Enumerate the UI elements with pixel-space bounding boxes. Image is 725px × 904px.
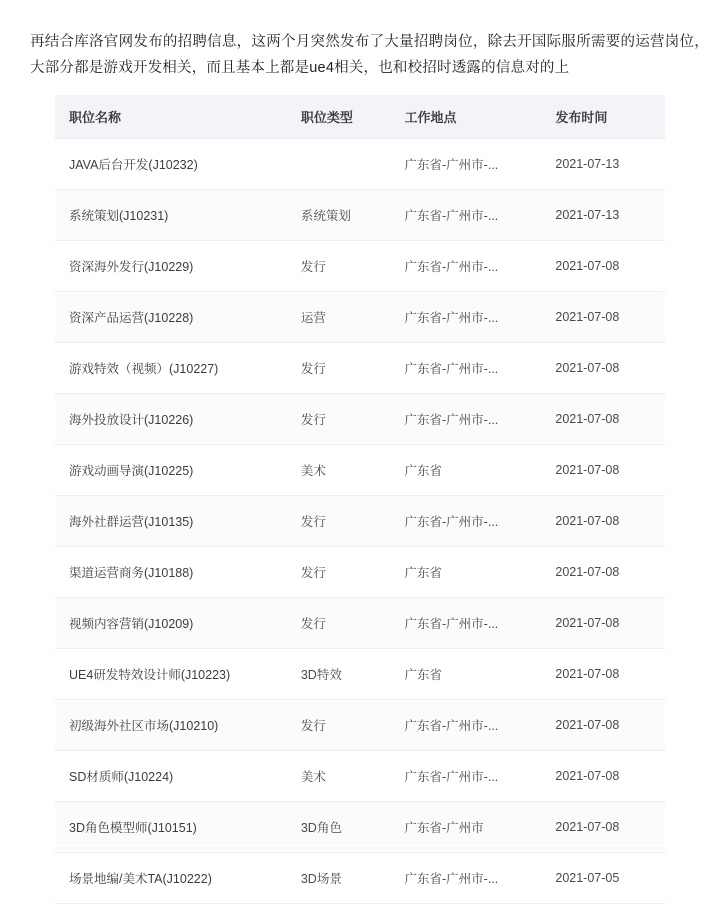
table-row[interactable] bbox=[55, 853, 665, 904]
cell-job-type: 美术 bbox=[291, 751, 395, 802]
cell-location: 广东省-广州市-... bbox=[395, 292, 546, 343]
table-body bbox=[55, 139, 665, 904]
cell-job-name: 游戏动画导演(J10225) bbox=[55, 445, 291, 496]
cell-job-type: 发行 bbox=[291, 241, 395, 292]
cell-job-name: 3D角色模型师(J10151) bbox=[55, 802, 291, 853]
cell-post-date: 2021-07-08 bbox=[545, 700, 665, 751]
page-bottom-edge bbox=[0, 844, 725, 846]
cell-job-type: 发行 bbox=[291, 700, 395, 751]
cell-post-date: 2021-07-08 bbox=[545, 343, 665, 394]
table-row[interactable] bbox=[55, 547, 665, 598]
job-listing-table-container bbox=[0, 95, 725, 904]
cell-job-name: 海外投放设计(J10226) bbox=[55, 394, 291, 445]
cell-location: 广东省-广州市-... bbox=[395, 751, 546, 802]
cell-location: 广东省-广州市 bbox=[395, 802, 546, 853]
cell-job-type: 发行 bbox=[291, 496, 395, 547]
table-row[interactable] bbox=[55, 394, 665, 445]
cell-location: 广东省-广州市-... bbox=[395, 700, 546, 751]
table-row[interactable] bbox=[55, 139, 665, 190]
cell-post-date: 2021-07-08 bbox=[545, 445, 665, 496]
cell-post-date: 2021-07-13 bbox=[545, 139, 665, 190]
cell-job-type: 运营 bbox=[291, 292, 395, 343]
column-header-post-date: 发布时间 bbox=[545, 95, 665, 139]
cell-job-name: 资深产品运营(J10228) bbox=[55, 292, 291, 343]
table-row[interactable] bbox=[55, 445, 665, 496]
cell-job-type: 系统策划 bbox=[291, 190, 395, 241]
cell-post-date: 2021-07-08 bbox=[545, 394, 665, 445]
cell-post-date: 2021-07-08 bbox=[545, 292, 665, 343]
cell-post-date: 2021-07-08 bbox=[545, 241, 665, 292]
cell-job-type: 3D角色 bbox=[291, 802, 395, 853]
table-row[interactable] bbox=[55, 292, 665, 343]
cell-location: 广东省 bbox=[395, 445, 546, 496]
cell-job-name: 初级海外社区市场(J10210) bbox=[55, 700, 291, 751]
article-paragraph: 再结合库洛官网发布的招聘信息，这两个月突然发布了大量招聘岗位，除去开国际服所需要的运营岗位，大部分都是游戏开发相关，而且基本上都是ue4相关，也和校招时透露的信息对的上 bbox=[30, 33, 709, 76]
table-row[interactable] bbox=[55, 598, 665, 649]
cell-job-name: 海外社群运营(J10135) bbox=[55, 496, 291, 547]
cell-post-date: 2021-07-08 bbox=[545, 598, 665, 649]
cell-post-date: 2021-07-05 bbox=[545, 853, 665, 904]
cell-post-date: 2021-07-08 bbox=[545, 547, 665, 598]
cell-location: 广东省-广州市-... bbox=[395, 190, 546, 241]
cell-job-name: JAVA后台开发(J10232) bbox=[55, 139, 291, 190]
cell-job-name: SD材质师(J10224) bbox=[55, 751, 291, 802]
cell-location: 广东省 bbox=[395, 649, 546, 700]
cell-job-name: 渠道运营商务(J10188) bbox=[55, 547, 291, 598]
cell-location: 广东省-广州市-... bbox=[395, 853, 546, 904]
cell-job-type: 3D场景 bbox=[291, 853, 395, 904]
cell-job-type: 发行 bbox=[291, 343, 395, 394]
cell-post-date: 2021-07-13 bbox=[545, 190, 665, 241]
cell-location: 广东省-广州市-... bbox=[395, 343, 546, 394]
cell-location: 广东省-广州市-... bbox=[395, 241, 546, 292]
cell-job-name: 游戏特效（视频）(J10227) bbox=[55, 343, 291, 394]
cell-job-type: 发行 bbox=[291, 598, 395, 649]
cell-job-type: 3D特效 bbox=[291, 649, 395, 700]
cell-job-name: UE4研发特效设计师(J10223) bbox=[55, 649, 291, 700]
cell-job-type: 发行 bbox=[291, 394, 395, 445]
cell-location: 广东省 bbox=[395, 547, 546, 598]
column-header-job-type: 职位类型 bbox=[291, 95, 395, 139]
table-row[interactable] bbox=[55, 496, 665, 547]
table-row[interactable] bbox=[55, 751, 665, 802]
table-row[interactable] bbox=[55, 190, 665, 241]
table-row[interactable] bbox=[55, 241, 665, 292]
cell-location: 广东省-广州市-... bbox=[395, 394, 546, 445]
document-page bbox=[0, 15, 725, 886]
table-header bbox=[55, 95, 665, 139]
cell-location: 广东省-广州市-... bbox=[395, 496, 546, 547]
cell-post-date: 2021-07-08 bbox=[545, 496, 665, 547]
cell-job-type: 美术 bbox=[291, 445, 395, 496]
cell-location: 广东省-广州市-... bbox=[395, 139, 546, 190]
cell-post-date: 2021-07-08 bbox=[545, 751, 665, 802]
cell-job-name: 视频内容营销(J10209) bbox=[55, 598, 291, 649]
table-header-row bbox=[55, 95, 665, 139]
job-listing-table bbox=[55, 95, 665, 904]
table-row[interactable] bbox=[55, 700, 665, 751]
table-row[interactable] bbox=[55, 649, 665, 700]
cell-job-type: 发行 bbox=[291, 547, 395, 598]
cell-post-date: 2021-07-08 bbox=[545, 649, 665, 700]
cell-job-name: 资深海外发行(J10229) bbox=[55, 241, 291, 292]
cell-job-name: 系统策划(J10231) bbox=[55, 190, 291, 241]
cell-job-name: 场景地编/美术TA(J10222) bbox=[55, 853, 291, 904]
cell-job-type bbox=[291, 139, 395, 190]
cell-post-date: 2021-07-08 bbox=[545, 802, 665, 853]
cell-location: 广东省-广州市-... bbox=[395, 598, 546, 649]
left-margin bbox=[0, 15, 16, 846]
column-header-location: 工作地点 bbox=[395, 95, 546, 139]
table-row[interactable] bbox=[55, 343, 665, 394]
column-header-job-name: 职位名称 bbox=[55, 95, 291, 139]
